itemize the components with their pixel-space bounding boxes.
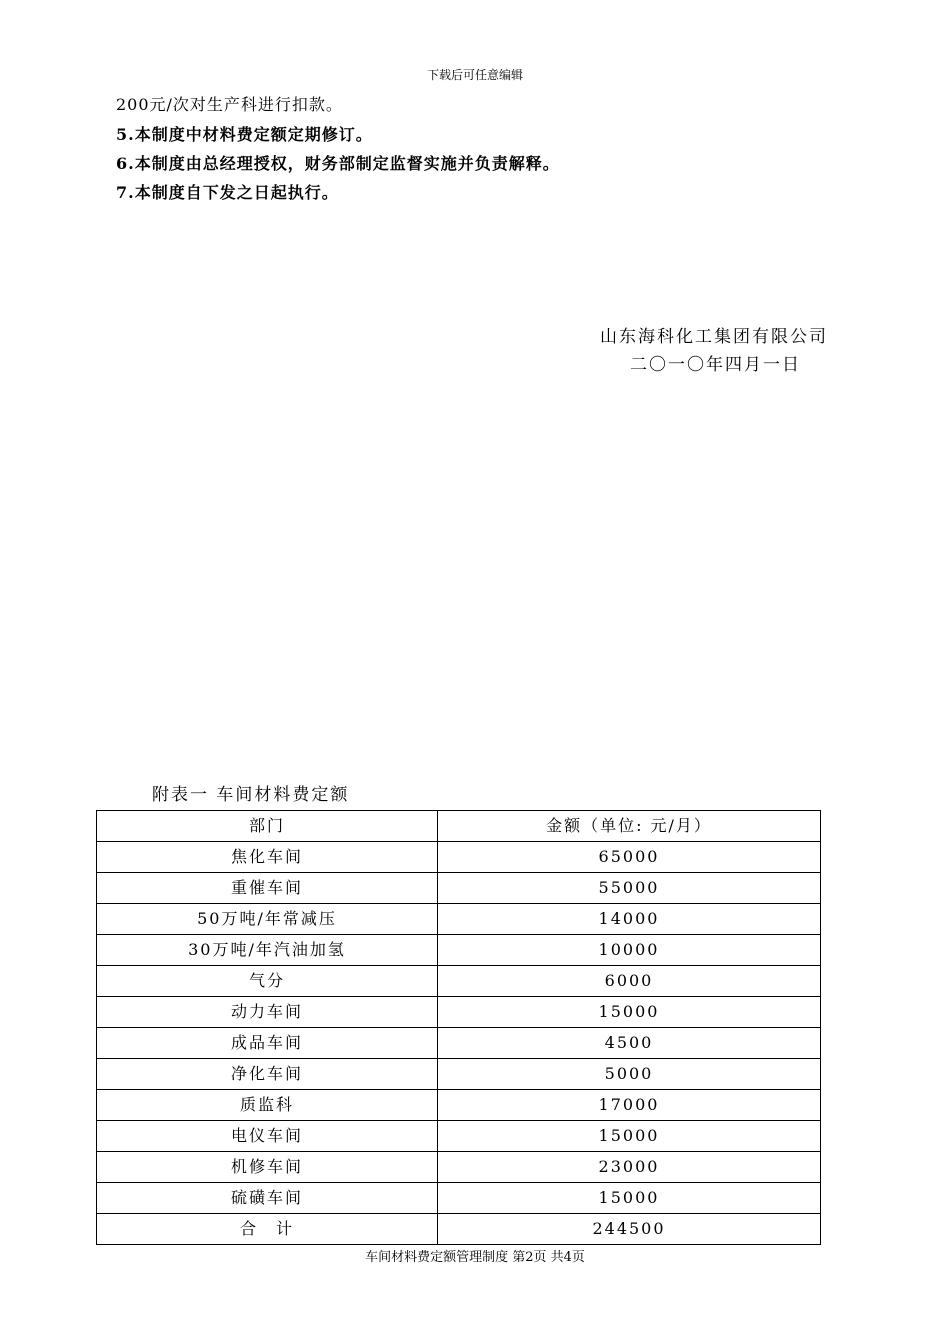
material-quota-table bbox=[96, 810, 821, 1245]
cell-department: 气分 bbox=[97, 966, 438, 997]
clause-7: 7.本制度自下发之日起执行。 bbox=[116, 183, 339, 202]
clause-6: 6.本制度由总经理授权，财务部制定监督实施并负责解释。 bbox=[116, 154, 560, 173]
table-row bbox=[97, 997, 821, 1028]
cell-department: 净化车间 bbox=[97, 1059, 438, 1090]
cell-department: 50万吨/年常减压 bbox=[97, 904, 438, 935]
cell-department: 重催车间 bbox=[97, 873, 438, 904]
table-row bbox=[97, 873, 821, 904]
signature-company: 山东海科化工集团有限公司 bbox=[600, 327, 828, 347]
paragraph-continuation: 200元/次对生产科进行扣款。 bbox=[116, 95, 343, 114]
cell-department: 动力车间 bbox=[97, 997, 438, 1028]
cell-amount: 4500 bbox=[438, 1028, 821, 1059]
cell-amount: 15000 bbox=[438, 997, 821, 1028]
cell-amount: 23000 bbox=[438, 1152, 821, 1183]
table-row bbox=[97, 1121, 821, 1152]
table-row bbox=[97, 1183, 821, 1214]
cell-amount: 244500 bbox=[438, 1214, 821, 1245]
cell-amount: 17000 bbox=[438, 1090, 821, 1121]
cell-amount: 14000 bbox=[438, 904, 821, 935]
cell-amount: 55000 bbox=[438, 873, 821, 904]
cell-amount: 6000 bbox=[438, 966, 821, 997]
cell-department: 成品车间 bbox=[97, 1028, 438, 1059]
table-row bbox=[97, 935, 821, 966]
table-row bbox=[97, 842, 821, 873]
table-row bbox=[97, 1028, 821, 1059]
cell-amount: 65000 bbox=[438, 842, 821, 873]
table-row bbox=[97, 1152, 821, 1183]
page-footer: 车间材料费定额管理制度 第2页 共4页 bbox=[365, 1250, 585, 1265]
table-row bbox=[97, 966, 821, 997]
cell-department: 30万吨/年汽油加氢 bbox=[97, 935, 438, 966]
table-caption: 附表一 车间材料费定额 bbox=[152, 785, 350, 805]
cell-amount: 15000 bbox=[438, 1183, 821, 1214]
table-row bbox=[97, 1090, 821, 1121]
signature-date: 二〇一〇年四月一日 bbox=[630, 355, 801, 375]
clause-5: 5.本制度中材料费定额定期修订。 bbox=[116, 125, 373, 144]
cell-amount: 5000 bbox=[438, 1059, 821, 1090]
table-total-row bbox=[97, 1214, 821, 1245]
cell-department: 电仪车间 bbox=[97, 1121, 438, 1152]
header-department: 部门 bbox=[97, 811, 438, 842]
cell-amount: 15000 bbox=[438, 1121, 821, 1152]
table-row bbox=[97, 904, 821, 935]
cell-department: 合 计 bbox=[97, 1214, 438, 1245]
table-header-row bbox=[97, 811, 821, 842]
header-amount: 金额（单位: 元/月） bbox=[438, 811, 821, 842]
cell-department: 焦化车间 bbox=[97, 842, 438, 873]
table-row bbox=[97, 1059, 821, 1090]
cell-department: 硫磺车间 bbox=[97, 1183, 438, 1214]
cell-amount: 10000 bbox=[438, 935, 821, 966]
cell-department: 机修车间 bbox=[97, 1152, 438, 1183]
header-note: 下载后可任意编辑 bbox=[426, 68, 523, 82]
cell-department: 质监科 bbox=[97, 1090, 438, 1121]
